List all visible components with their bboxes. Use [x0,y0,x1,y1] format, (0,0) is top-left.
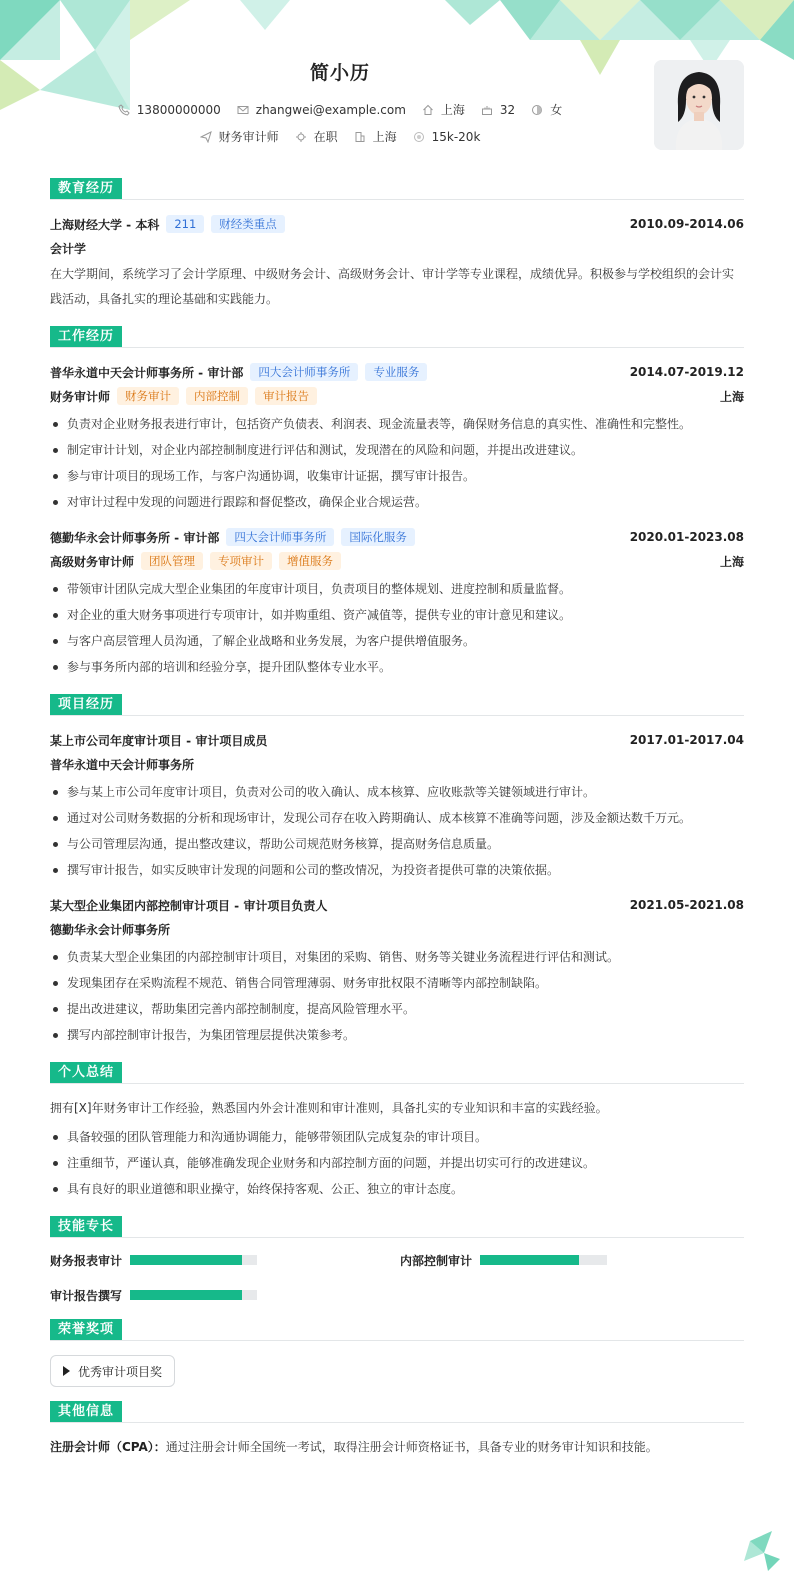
list-item: 发现集团存在采购流程不规范、销售合同管理薄弱、财务审批权限不清晰等内部控制缺陷。 [50,970,744,996]
work-location: 上海 [719,389,744,404]
contact-info-row [0,101,680,118]
list-item: 参与某上市公司年度审计项目，负责对公司的收入确认、成本核算、应收账款等关键领域进行审计。 [50,779,744,805]
company-name: 德勤华永会计师事务所 - 审计部 [50,530,220,545]
city-info [422,101,465,118]
school-tag: 211 [166,215,204,233]
skill-name: 财务报表审计 [50,1253,123,1268]
project-date: 2021.05-2021.08 [629,898,744,912]
project-entry [50,728,744,883]
list-item: 参与事务所内部的培训和经验分享，提升团队整体专业水平。 [50,654,744,680]
gender-info [531,101,562,118]
mail-icon [237,104,249,116]
skills-section [50,1216,744,1305]
list-item: 负责某大型企业集团的内部控制审计项目，对集团的采购、销售、财务等关键业务流程进行评估和测试。 [50,944,744,970]
age-info [481,103,515,117]
list-item: 具备较强的团队管理能力和沟通协调能力，能够带领团队完成复杂的审计项目。 [50,1124,744,1150]
resume-body [50,178,744,1473]
list-item: 与客户高层管理人员沟通，了解企业战略和业务发展，为客户提供增值服务。 [50,628,744,654]
role-tag: 专项审计 [210,552,272,570]
section-title: 其他信息 [50,1401,122,1422]
work-duties [50,411,744,515]
project-details [50,779,744,883]
summary-points [50,1124,744,1202]
skill-bar-fill [480,1255,579,1265]
list-item: 制定审计计划，对企业内部控制制度进行评估和测试，发现潜在的风险和问题，并提出改进建议。 [50,437,744,463]
status-info [295,128,338,145]
major: 会计学 [50,241,87,256]
summary-section [50,1062,744,1202]
city: 上海 [440,103,465,117]
list-item: 与公司管理层沟通，提出整改建议，帮助公司规范财务核算，提高财务信息质量。 [50,831,744,857]
list-item: 对审计过程中发现的问题进行跟踪和督促整改，确保企业合规运营。 [50,489,744,515]
education-section [50,178,744,312]
school-name: 上海财经大学 - 本科 [50,217,160,232]
company-name: 普华永道中天会计师事务所 - 审计部 [50,365,244,380]
phone-info [118,103,221,117]
skill-item [50,1285,400,1305]
summary-intro: 拥有[X]年财务审计工作经验，熟悉国内外会计准则和审计准则，具备扎实的专业知识和丰富的实践经验。 [50,1101,608,1115]
profile-photo [654,60,744,150]
honors-section [50,1319,744,1387]
role-tag: 内部控制 [186,387,248,405]
section-title: 项目经历 [50,694,122,715]
role-tag: 团队管理 [141,552,203,570]
job-role: 高级财务审计师 [50,554,135,569]
phone-icon [118,104,130,116]
send-icon [200,131,212,143]
company-tag: 国际化服务 [341,528,415,546]
skill-bar [130,1290,257,1300]
company-tag: 专业服务 [365,363,427,381]
list-item: 通过对公司财务数据的分析和现场审计，发现公司存在收入跨期确认、成本核算不准确等问题，涉及金额达数千万元。 [50,805,744,831]
work-date: 2014.07-2019.12 [629,365,744,379]
age: 32 [499,102,516,117]
email-info [237,103,406,117]
projects-section [50,694,744,1048]
status-icon [295,131,307,143]
list-item: 负责对企业财务报表进行审计，包括资产负债表、利润表、现金流量表等，确保财务信息的真实性、准确性和完整性。 [50,411,744,437]
other-text: 通过注册会计师全国统一考试，取得注册会计师资格证书，具备专业的财务审计知识和技能。 [165,1440,658,1454]
work-date: 2020.01-2023.08 [629,530,744,544]
project-date: 2017.01-2017.04 [629,733,744,747]
list-item: 带领审计团队完成大型企业集团的年度审计项目，负责项目的整体规划、进度控制和质量监督。 [50,576,744,602]
section-title: 教育经历 [50,178,122,199]
work-location: 上海 [719,554,744,569]
list-item: 提出改进建议，帮助集团完善内部控制制度，提高风险管理水平。 [50,996,744,1022]
section-title: 个人总结 [50,1062,122,1083]
gender-icon [531,104,543,116]
work-entry [50,360,744,515]
building-icon [354,131,366,143]
play-icon [63,1366,70,1376]
school-tag: 财经类重点 [211,215,285,233]
job-role: 财务审计师 [50,389,111,404]
work-city: 上海 [372,130,397,144]
employment-status: 在职 [313,130,338,144]
project-org: 普华永道中天会计师事务所 [50,757,195,772]
skill-bar [480,1255,607,1265]
project-details [50,944,744,1048]
skills-grid [50,1250,744,1305]
email-address: zhangwei@example.com [255,102,406,117]
award-item[interactable] [50,1355,175,1387]
other-info [50,1435,744,1459]
gender: 女 [550,103,563,117]
other-label: 注册会计师（CPA）： [50,1440,166,1454]
list-item: 具有良好的职业道德和职业操守，始终保持客观、公正、独立的审计态度。 [50,1176,744,1202]
education-entry [50,212,744,312]
list-item: 参与审计项目的现场工作，与客户沟通协调，收集审计证据，撰写审计报告。 [50,463,744,489]
project-entry [50,893,744,1048]
phone-number: 13800000000 [136,102,221,117]
role-tag: 审计报告 [255,387,317,405]
footer-decoration [742,1531,782,1571]
list-item: 对企业的重大财务事项进行专项审计，如并购重组、资产减值等，提供专业的审计意见和建议。 [50,602,744,628]
expected-salary: 15k-20k [431,129,481,144]
work-city-info [354,128,397,145]
education-description: 在大学期间，系统学习了会计学原理、中级财务会计、高级财务会计、审计学等专业课程，成绩优异。积极参与学校组织的会计实践活动，具备扎实的理论基础和实践能力。 [50,267,735,306]
work-duties [50,576,744,680]
work-entry [50,525,744,680]
salary-info [413,130,481,144]
project-org: 德勤华永会计师事务所 [50,922,171,937]
skill-item [400,1250,744,1270]
project-name: 某大型企业集团内部控制审计项目 - 审计项目负责人 [50,898,328,913]
home-icon [422,104,434,116]
work-section [50,326,744,680]
other-section [50,1401,744,1459]
skill-bar [130,1255,257,1265]
salary-icon [413,131,425,143]
skill-name: 内部控制审计 [400,1253,473,1268]
skill-bar-fill [130,1255,242,1265]
section-title: 工作经历 [50,326,122,347]
role-tag: 财务审计 [117,387,179,405]
skill-item [50,1250,400,1270]
candidate-name: 简小历 [309,62,370,84]
age-icon [481,104,493,116]
section-title: 荣誉奖项 [50,1319,122,1340]
company-tag: 四大会计师事务所 [250,363,358,381]
job-intent-row [0,128,680,145]
role-tag: 增值服务 [279,552,341,570]
skill-name: 审计报告撰写 [50,1288,123,1303]
target-position: 财务审计师 [218,130,279,144]
education-date: 2010.09-2014.06 [629,217,744,231]
position-info [200,128,279,145]
section-title: 技能专长 [50,1216,122,1237]
list-item: 撰写内部控制审计报告，为集团管理层提供决策参考。 [50,1022,744,1048]
award-name: 优秀审计项目奖 [78,1364,163,1379]
company-tag: 四大会计师事务所 [226,528,334,546]
list-item: 撰写审计报告，如实反映审计发现的问题和公司的整改情况，为投资者提供可靠的决策依据。 [50,857,744,883]
resume-header [0,0,794,160]
list-item: 注重细节，严谨认真，能够准确发现企业财务和内部控制方面的问题，并提出切实可行的改进建议。 [50,1150,744,1176]
project-name: 某上市公司年度审计项目 - 审计项目成员 [50,733,268,748]
skill-bar-fill [130,1290,242,1300]
